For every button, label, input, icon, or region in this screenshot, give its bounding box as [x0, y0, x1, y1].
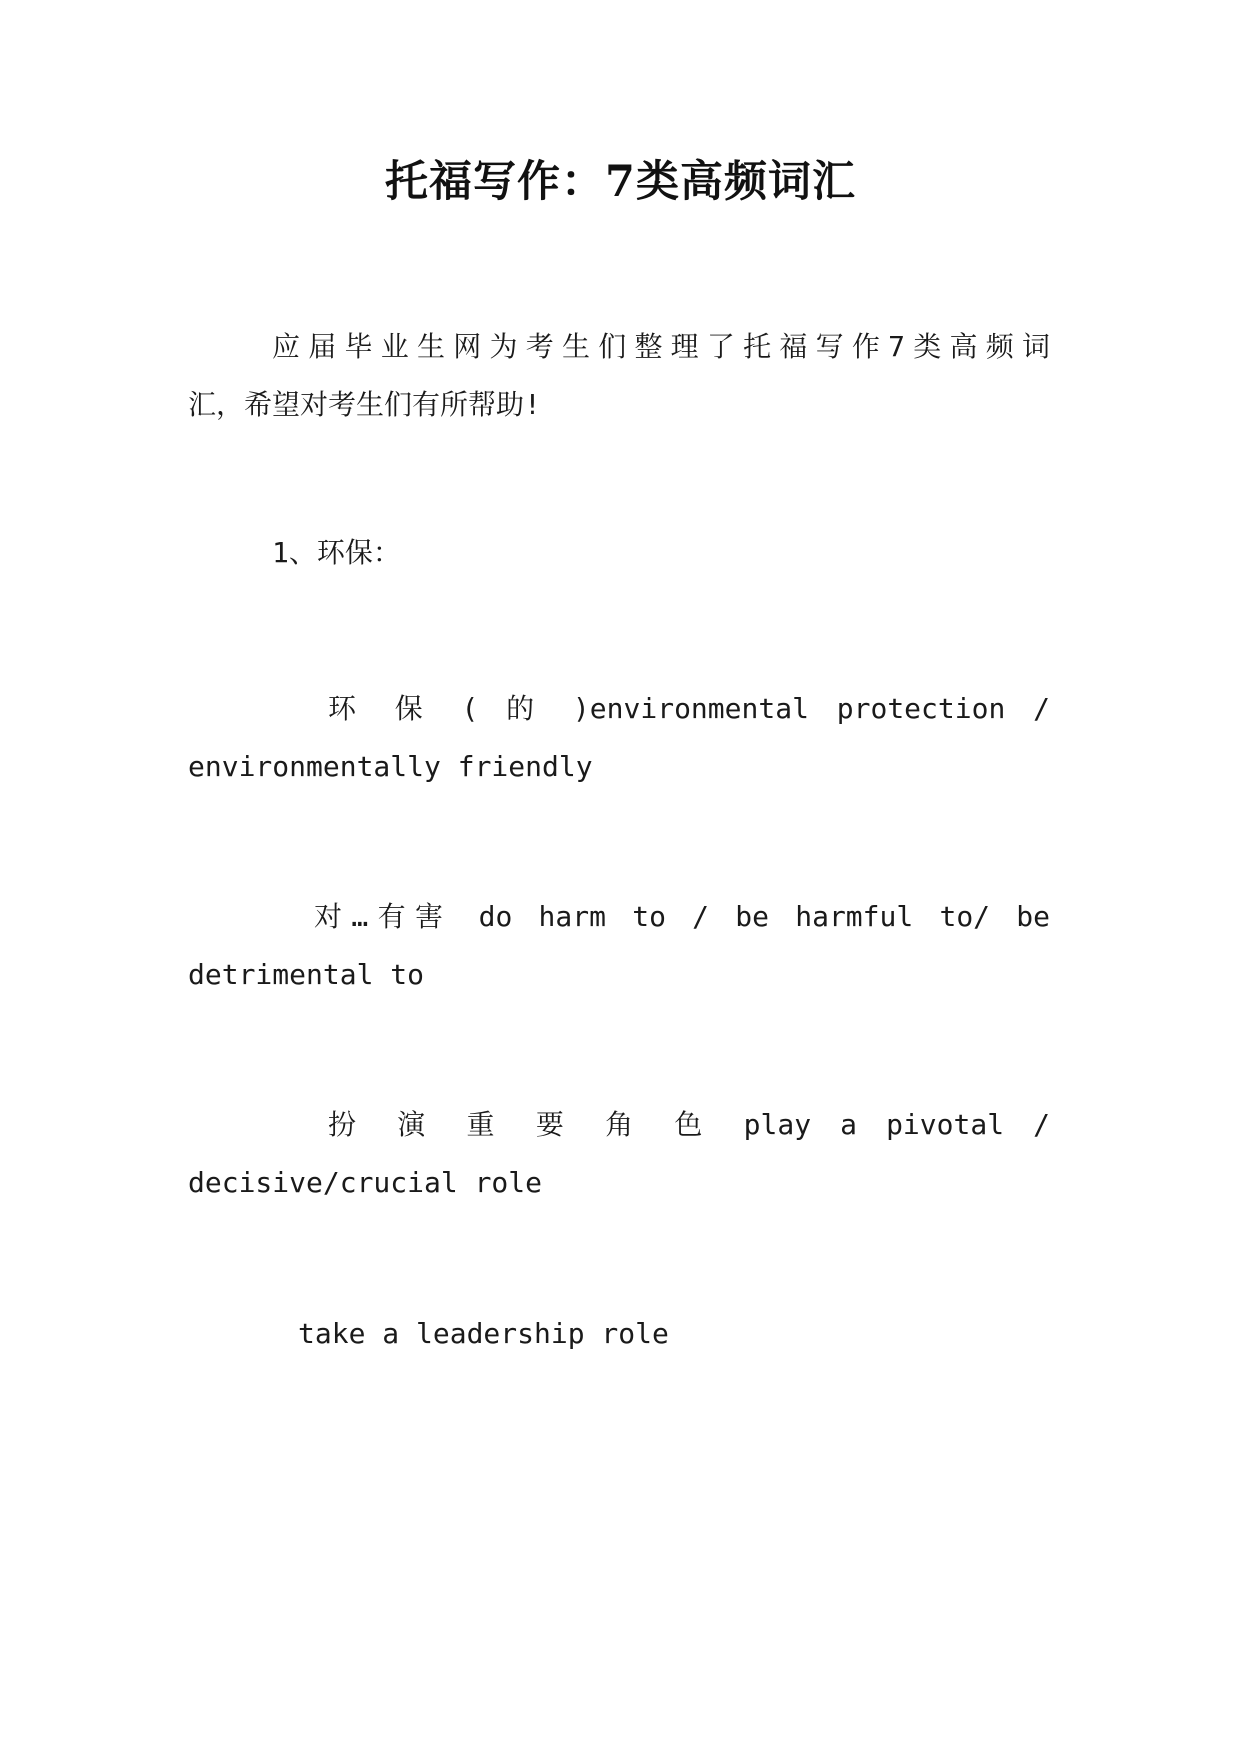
entry-1-line-1: 环 保 ( 的 )environmental protection / — [328, 692, 1050, 725]
entry-1-line-2: environmentally friendly — [188, 750, 593, 783]
entry-2-line-1: 对…有害 do harm to / be harmful to/ be — [314, 900, 1050, 933]
entry-3-line-2: decisive/crucial role — [188, 1166, 543, 1199]
intro-paragraph — [188, 318, 1050, 434]
entry-2 — [188, 888, 1050, 1004]
section-heading — [188, 524, 1050, 582]
intro-line-1: 应届毕业生网为考生们整理了托福写作7类高频词 — [272, 330, 1050, 363]
page-title: 托福写作：7类高频词汇 — [385, 157, 856, 207]
entry-4 — [188, 1305, 1050, 1363]
entry-3-line-1: 扮 演 重 要 角 色 play a pivotal / — [328, 1108, 1050, 1141]
entry-4-line-1: take a leadership role — [298, 1317, 669, 1350]
intro-line-2: 汇，希望对考生们有所帮助! — [188, 388, 541, 421]
section-1-heading: 1、环保： — [272, 536, 401, 569]
entry-3 — [188, 1096, 1050, 1212]
entry-2-line-2: detrimental to — [188, 958, 425, 991]
entry-1 — [188, 680, 1050, 796]
